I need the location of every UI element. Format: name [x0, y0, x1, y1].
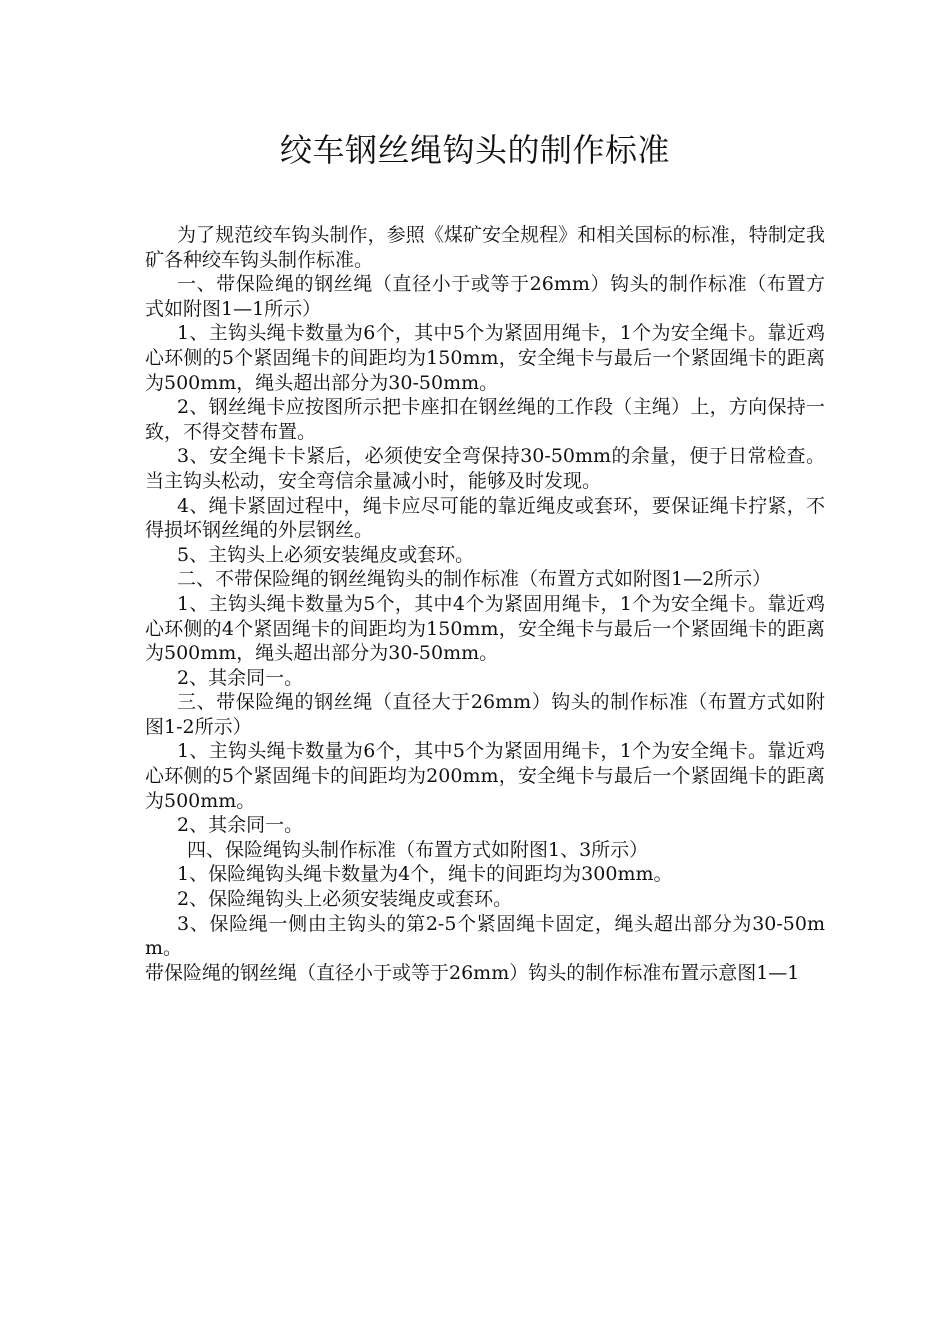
section-3-heading: 三、带保险绳的钢丝绳（直径大于26mm）钩头的制作标准（布置方式如附图1-2所示） [145, 691, 825, 738]
section-2-item-2: 2、其余同一。 [177, 666, 304, 689]
section-4-item-1: 1、保险绳钩头绳卡数量为4个，绳卡的间距均为300mm。 [177, 863, 673, 886]
section-3-item-2: 2、其余同一。 [177, 814, 304, 837]
figure-caption: 带保险绳的钢丝绳（直径小于或等于26mm）钩头的制作标准布置示意图1—1 [145, 961, 800, 984]
section-1-heading: 一、带保险绳的钢丝绳（直径小于或等于26mm）钩头的制作标准（布置方式如附图1—1所示） [145, 273, 825, 320]
section-1-item-3: 3、安全绳卡卡紧后，必须使安全弯保持30-50mm的余量，便于日常检查。当主钩头松动，安全弯信余量减小时，能够及时发现。 [145, 445, 825, 492]
section-3-item-1: 1、主钩头绳卡数量为6个，其中5个为紧固用绳卡，1个为安全绳卡。靠近鸡心环侧的5个紧固绳卡的间距均为200mm，安全绳卡与最后一个紧固绳卡的距离为500mm。 [145, 740, 825, 812]
section-4-heading: 四、保险绳钩头制作标准（布置方式如附图1、3所示） [187, 838, 649, 861]
section-2-item-1: 1、主钩头绳卡数量为5个，其中4个为紧固用绳卡，1个为安全绳卡。靠近鸡心环侧的4个紧固绳卡的间距均为150mm，安全绳卡与最后一个紧固绳卡的距离为500mm，绳头超出部分为30-50mm。 [145, 592, 825, 665]
section-2-heading: 二、不带保险绳的钢丝绳钩头的制作标准（布置方式如附图1—2所示） [177, 568, 772, 591]
section-1-item-1: 1、主钩头绳卡数量为6个，其中5个为紧固用绳卡，1个为安全绳卡。靠近鸡心环侧的5个紧固绳卡的间距均为150mm，安全绳卡与最后一个紧固绳卡的距离为500mm，绳头超出部分为30-50mm。 [145, 322, 825, 394]
section-4-item-2: 2、保险绳钩头上必须安装绳皮或套环。 [177, 888, 513, 911]
section-4-item-3: 3、保险绳一侧由主钩头的第2-5个紧固绳卡固定，绳头超出部分为30-50mm。 [145, 912, 825, 960]
section-1-item-2: 2、钢丝绳卡应按图所示把卡座扣在钢丝绳的工作段（主绳）上，方向保持一致，不得交替布置。 [145, 396, 825, 443]
section-1-item-5: 5、主钩头上必须安装绳皮或套环。 [177, 543, 475, 566]
document-title: 绞车钢丝绳钩头的制作标准 [279, 131, 670, 169]
intro-paragraph: 为了规范绞车钩头制作，参照《煤矿安全规程》和相关国标的标准，特制定我矿各种绞车钩头制作标准。 [145, 224, 825, 271]
section-1-item-4: 4、绳卡紧固过程中，绳卡应尽可能的靠近绳皮或套环，要保证绳卡拧紧，不得损坏钢丝绳的外层钢丝。 [145, 494, 825, 542]
document-body [145, 223, 825, 985]
